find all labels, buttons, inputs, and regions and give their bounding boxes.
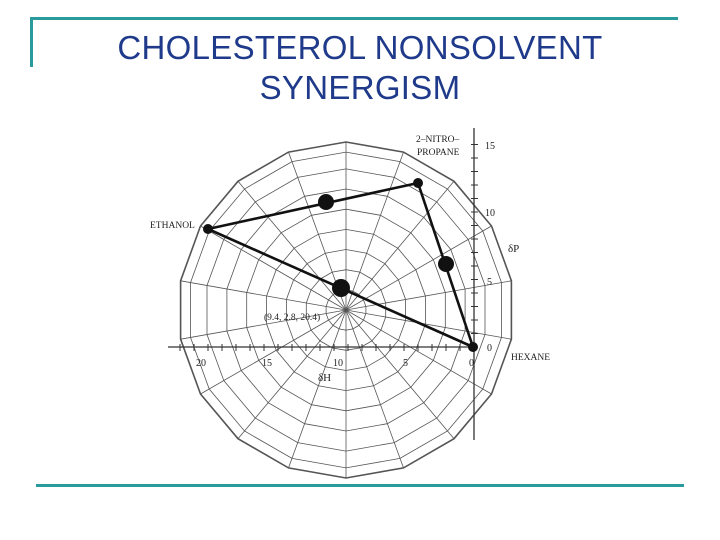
dh-tick-0: 0 bbox=[469, 358, 474, 369]
label-ethanol: ETHANOL bbox=[150, 221, 195, 231]
axis-label-dp: δP bbox=[508, 243, 520, 255]
point-blend-upper bbox=[318, 194, 334, 210]
label-hexane: HEXANE bbox=[511, 353, 551, 363]
point-blend-center bbox=[332, 279, 350, 297]
point-nitropropane bbox=[413, 178, 423, 188]
label-nitropropane-1: 2–NITRO– bbox=[416, 135, 460, 145]
slide-title-line-2: SYNERGISM bbox=[259, 69, 461, 106]
dp-tick-10: 10 bbox=[485, 208, 495, 219]
dh-tick-15: 15 bbox=[262, 358, 272, 369]
dh-tick-20: 20 bbox=[196, 358, 206, 369]
axis-label-dh: δH bbox=[318, 372, 332, 384]
grid-spoke bbox=[346, 310, 454, 439]
dp-tick-15: 15 bbox=[485, 141, 495, 152]
dh-tick-10: 10 bbox=[333, 358, 343, 369]
dh-tick-5: 5 bbox=[403, 358, 408, 369]
label-center-coordinates: (9.4, 2.8, 20.4) bbox=[264, 313, 321, 323]
dp-tick-0: 0 bbox=[487, 343, 492, 354]
axes bbox=[168, 128, 474, 440]
label-nitropropane-2: PROPANE bbox=[417, 148, 460, 158]
point-blend-right bbox=[438, 256, 454, 272]
dp-tick-5: 5 bbox=[487, 277, 492, 288]
slide-title-line-1: CHOLESTEROL NONSOLVENT bbox=[117, 29, 603, 66]
point-ethanol bbox=[203, 224, 213, 234]
solvent-triangle bbox=[208, 183, 473, 347]
edge-ethanol-nitropropane bbox=[208, 183, 418, 229]
point-hexane bbox=[468, 342, 478, 352]
